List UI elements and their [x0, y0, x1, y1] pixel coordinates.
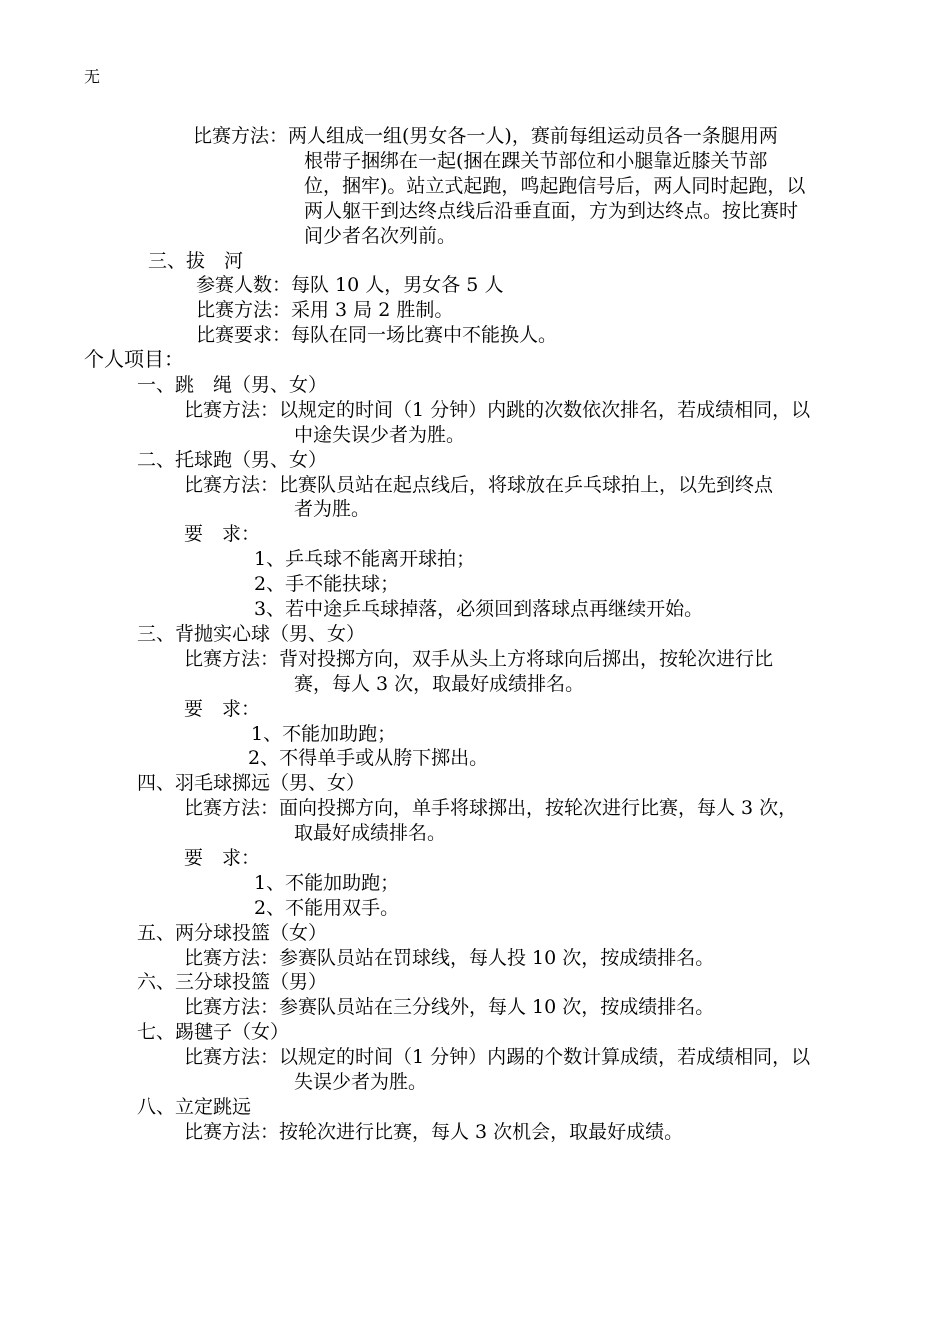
event-4-req-label: 要 求： [184, 847, 261, 869]
event-3-req-label: 要 求： [184, 698, 261, 720]
participants-label: 参赛人数： [196, 274, 292, 296]
event-6-method-line-1 [184, 995, 714, 1019]
event-3-title: 三、背抛实心球（男、女） [137, 623, 366, 645]
method-label: 比赛方法： [184, 947, 280, 969]
method-label: 比赛方法： [184, 797, 280, 819]
relay-method-line-1 [193, 124, 778, 148]
event-2-method-line-2: 者为胜。 [294, 498, 371, 520]
method-label: 比赛方法： [193, 125, 289, 147]
event-4-method-line-2: 取最好成绩排名。 [294, 822, 447, 844]
tug-requirement [196, 323, 557, 347]
event-4-req-1: 1、不能加助跑； [254, 872, 400, 894]
event-5-title: 五、两分球投篮（女） [137, 922, 328, 944]
event-8-title: 八、立定跳远 [137, 1096, 252, 1118]
event-2-title: 二、托球跑（男、女） [137, 449, 328, 471]
event-6-title: 六、三分球投篮（男） [137, 971, 328, 993]
event-7-method-line-1 [184, 1045, 810, 1069]
event-8-method-line-1 [184, 1120, 683, 1144]
method-text: 参赛队员站在三分线外，每人 10 次，按成绩排名。 [279, 996, 715, 1018]
method-text: 背对投掷方向，双手从头上方将球向后掷出，按轮次进行比 [279, 648, 774, 670]
event-1-method-line-1 [184, 398, 810, 422]
event-2-req-3: 3、若中途乒乓球掉落，必须回到落球点再继续开始。 [254, 598, 704, 620]
method-text: 两人组成一组(男女各一人)，赛前每组运动员各一条腿用两 [288, 125, 778, 147]
event-7-method-line-2: 失误少者为胜。 [294, 1071, 428, 1093]
method-label: 比赛方法： [184, 1121, 280, 1143]
requirement-text: 每队在同一场比赛中不能换人。 [291, 324, 558, 346]
method-label: 比赛方法： [184, 399, 280, 421]
individual-section-title: 个人项目： [84, 347, 184, 371]
relay-method-line-2: 根带子捆绑在一起(捆在踝关节部位和小腿靠近膝关节部 [304, 150, 768, 172]
method-label: 比赛方法： [184, 1046, 280, 1068]
event-2-req-1: 1、乒乓球不能离开球拍； [254, 548, 476, 570]
participants-text: 每队 10 人，男女各 5 人 [291, 274, 504, 296]
method-text: 参赛队员站在罚球线，每人投 10 次，按成绩排名。 [279, 947, 715, 969]
event-2-req-label: 要 求： [184, 523, 261, 545]
relay-method-line-5: 间少者名次列前。 [304, 225, 457, 247]
event-2-req-2: 2、手不能扶球； [254, 573, 400, 595]
event-1-title: 一、跳 绳（男、女） [137, 374, 328, 396]
event-4-method-line-1 [184, 796, 797, 820]
tug-participants [196, 273, 503, 297]
event-1-method-line-2: 中途失误少者为胜。 [294, 424, 466, 446]
method-text: 采用 3 局 2 胜制。 [291, 299, 454, 321]
requirement-label: 比赛要求： [196, 324, 292, 346]
tug-of-war-title: 三、拔 河 [148, 250, 244, 272]
event-3-method-line-1 [184, 647, 773, 671]
method-text: 以规定的时间（1 分钟）内跳的次数依次排名，若成绩相同，以 [279, 399, 811, 421]
method-label: 比赛方法： [196, 299, 292, 321]
event-3-method-line-2: 赛，每人 3 次，取最好成绩排名。 [294, 673, 585, 695]
method-text: 比赛队员站在起点线后，将球放在乒乓球拍上，以先到终点 [279, 474, 774, 496]
method-label: 比赛方法： [184, 996, 280, 1018]
event-7-title: 七、踢毽子（女） [137, 1021, 290, 1043]
method-text: 按轮次进行比赛，每人 3 次机会，取最好成绩。 [279, 1121, 684, 1143]
method-label: 比赛方法： [184, 474, 280, 496]
method-text: 面向投掷方向，单手将球掷出，按轮次进行比赛，每人 3 次， [279, 797, 798, 819]
event-3-req-1: 1、不能加助跑； [251, 723, 397, 745]
method-text: 以规定的时间（1 分钟）内踢的个数计算成绩，若成绩相同，以 [279, 1046, 811, 1068]
tug-method [196, 298, 453, 322]
event-3-req-2: 2、不得单手或从胯下掷出。 [248, 747, 489, 769]
relay-method-line-3: 位，捆牢)。站立式起跑，鸣起跑信号后，两人同时起跑，以 [304, 175, 806, 197]
event-4-req-2: 2、不能用双手。 [254, 897, 400, 919]
event-2-method-line-1 [184, 473, 773, 497]
relay-method-line-4: 两人躯干到达终点线后沿垂直面，方为到达终点。按比赛时 [304, 200, 799, 222]
method-label: 比赛方法： [184, 648, 280, 670]
event-5-method-line-1 [184, 946, 714, 970]
page-header: 无 [84, 67, 101, 86]
event-4-title: 四、羽毛球掷远（男、女） [137, 772, 366, 794]
